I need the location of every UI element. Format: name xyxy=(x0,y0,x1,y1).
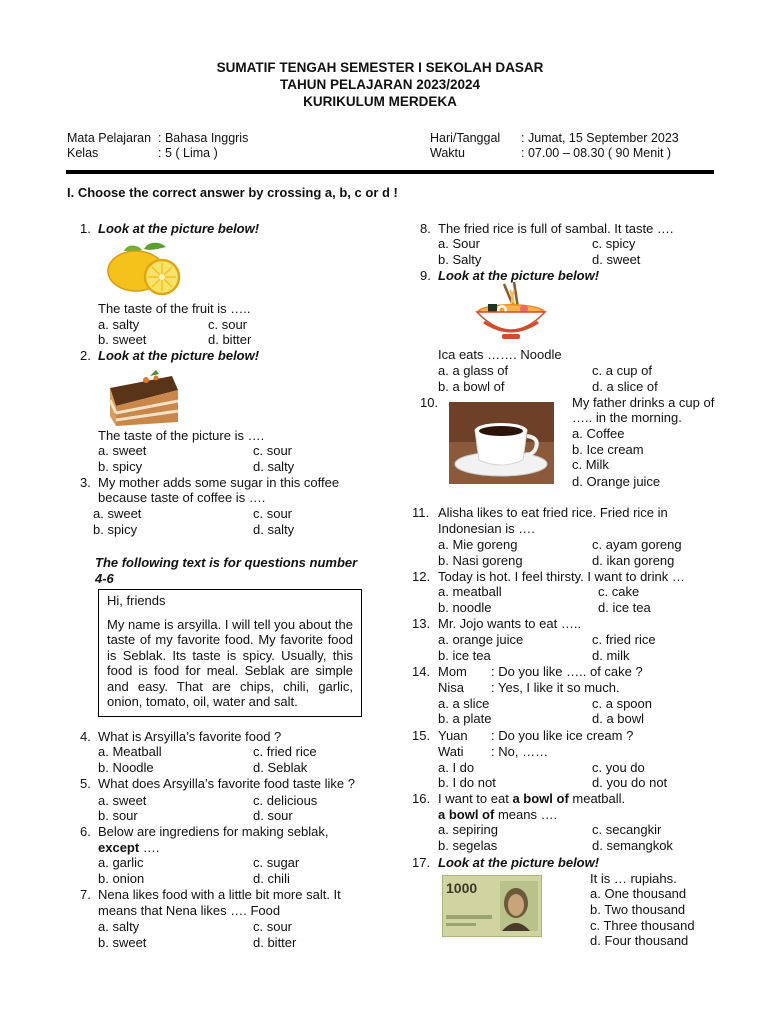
q10-option-c[interactable]: c. Milk xyxy=(572,457,609,472)
class-label: Kelas xyxy=(67,146,99,160)
q17-option-d[interactable]: d. Four thousand xyxy=(590,933,689,948)
q15-option-a[interactable]: a. I do xyxy=(438,760,475,775)
q10-text-2: ….. in the morning. xyxy=(572,410,682,425)
q3-text-2: because taste of coffee is …. xyxy=(98,490,266,505)
q17-text: It is … rupiahs. xyxy=(590,871,677,886)
q13-text: Mr. Jojo wants to eat ….. xyxy=(438,616,582,631)
q6-option-b[interactable]: b. onion xyxy=(98,871,145,886)
q14-speaker-2: Nisa xyxy=(438,680,465,695)
q3-option-d[interactable]: d. salty xyxy=(253,522,295,537)
class-value: : 5 ( Lima ) xyxy=(158,146,218,160)
q17-option-a[interactable]: a. One thousand xyxy=(590,886,687,901)
q11-text: Alisha likes to eat fried rice. Fried rice in xyxy=(438,505,668,520)
q6-option-d[interactable]: d. chili xyxy=(253,871,290,886)
q6-option-a[interactable]: a. garlic xyxy=(98,855,144,870)
q10-number: 10. xyxy=(420,395,439,410)
noodle-bowl-icon xyxy=(474,282,548,342)
q4-option-b[interactable]: b. Noodle xyxy=(98,760,154,775)
date-value: : Jumat, 15 September 2023 xyxy=(521,131,679,145)
q7-number: 7. xyxy=(80,887,91,902)
q13-option-d[interactable]: d. milk xyxy=(592,648,630,663)
q4-text: What is Arsyilla’s favorite food ? xyxy=(98,729,282,744)
q5-option-a[interactable]: a. sweet xyxy=(98,793,147,808)
q17-number: 17. xyxy=(412,855,431,870)
q14-option-b[interactable]: b. a plate xyxy=(438,711,492,726)
q7-option-a[interactable]: a. salty xyxy=(98,919,140,934)
q9-option-c[interactable]: c. a cup of xyxy=(592,363,652,378)
q9-number: 9. xyxy=(420,268,431,283)
q2-option-a[interactable]: a. sweet xyxy=(98,443,147,458)
q13-option-b[interactable]: b. ice tea xyxy=(438,648,491,663)
q15-speaker-1: Yuan xyxy=(438,728,468,743)
q16-number: 16. xyxy=(412,791,431,806)
q4-option-c[interactable]: c. fried rice xyxy=(253,744,317,759)
q7-option-b[interactable]: b. sweet xyxy=(98,935,147,950)
q3-option-a[interactable]: a. sweet xyxy=(93,506,142,521)
q6-except: except xyxy=(98,840,140,855)
q9-option-d[interactable]: d. a slice of xyxy=(592,379,658,394)
q15-option-b[interactable]: b. I do not xyxy=(438,775,496,790)
header-divider xyxy=(66,170,714,174)
q8-option-b[interactable]: b. Salty xyxy=(438,252,482,267)
q14-option-c[interactable]: c. a spoon xyxy=(592,696,652,711)
q7-text-2: means that Nena likes …. Food xyxy=(98,903,281,918)
coffee-cup-icon xyxy=(449,402,554,484)
q9-prompt: Look at the picture below! xyxy=(438,268,600,283)
q17-option-b[interactable]: b. Two thousand xyxy=(590,902,686,917)
q16-text-2 xyxy=(438,807,557,822)
q13-number: 13. xyxy=(412,616,431,631)
q14-option-d[interactable]: d. a bowl xyxy=(592,711,645,726)
q15-option-c[interactable]: c. you do xyxy=(592,760,645,775)
subject-label: Mata Pelajaran xyxy=(67,131,152,145)
q7-option-d[interactable]: d. bitter xyxy=(253,935,297,950)
q12-option-c[interactable]: c. cake xyxy=(598,584,640,599)
q5-option-d[interactable]: d. sour xyxy=(253,808,293,823)
passage-body: My name is arsyilla. I will tell you about the taste of my favorite food. My favorite food is Seblak. Its taste is spicy. Usually, this food is food for meal. Seblak are simple and easy. That are chips, chili, garlic, onion, tomato, oil, water and salt. xyxy=(107,616,353,709)
q1-text: The taste of the fruit is ….. xyxy=(98,301,251,316)
banknote-value: 1000 xyxy=(446,880,478,896)
lemon-icon xyxy=(104,241,184,299)
exam-curriculum: KURIKULUM MERDEKA xyxy=(303,94,457,109)
q7-text: Nena likes food with a little bit more salt. It xyxy=(98,887,341,902)
q17-prompt: Look at the picture below! xyxy=(438,855,600,870)
q11-option-c[interactable]: c. ayam goreng xyxy=(592,537,682,552)
q5-number: 5. xyxy=(80,776,91,791)
q3-option-c[interactable]: c. sour xyxy=(253,506,293,521)
q5-option-b[interactable]: b. sour xyxy=(98,808,138,823)
q8-number: 8. xyxy=(420,221,431,236)
q15-speaker-2: Wati xyxy=(438,744,464,759)
passage-intro: The following text is for questions number xyxy=(95,555,358,570)
q16-text-b: meatball. xyxy=(568,791,626,806)
q1-prompt: Look at the picture below! xyxy=(98,221,260,236)
q14-number: 14. xyxy=(412,664,431,679)
q7-option-c[interactable]: c. sour xyxy=(253,919,293,934)
q16-option-c[interactable]: c. secangkir xyxy=(592,822,662,837)
q4-number: 4. xyxy=(80,729,91,744)
q10-option-a[interactable]: a. Coffee xyxy=(572,426,625,441)
q12-number: 12. xyxy=(412,569,431,584)
q3-option-b[interactable]: b. spicy xyxy=(93,522,138,537)
time-label: Waktu xyxy=(430,146,465,160)
q17-option-c[interactable]: c. Three thousand xyxy=(590,918,695,933)
q14-option-a[interactable]: a. a slice xyxy=(438,696,490,711)
q14-line-2: : Yes, I like it so much. xyxy=(491,680,620,695)
q13-option-c[interactable]: c. fried rice xyxy=(592,632,656,647)
q16-text-c: means …. xyxy=(494,807,558,822)
time-value: : 07.00 – 08.30 ( 90 Menit ) xyxy=(521,146,672,160)
q6-text: Below are ingrediens for making seblak, xyxy=(98,824,329,839)
q5-text: What does Arsyilla’s favorite food taste like ? xyxy=(98,776,355,791)
q13-option-a[interactable]: a. orange juice xyxy=(438,632,524,647)
subject-value: : Bahasa Inggris xyxy=(158,131,249,145)
q8-option-a[interactable]: a. Sour xyxy=(438,236,480,251)
q4-option-a[interactable]: a. Meatball xyxy=(98,744,162,759)
reading-passage-box xyxy=(98,589,362,717)
q2-option-b[interactable]: b. spicy xyxy=(98,459,143,474)
q12-option-b[interactable]: b. noodle xyxy=(438,600,492,615)
q2-text: The taste of the picture is …. xyxy=(98,428,265,443)
q6-text-2 xyxy=(98,840,159,855)
q11-option-b[interactable]: b. Nasi goreng xyxy=(438,553,523,568)
q5-option-c[interactable]: c. delicious xyxy=(253,793,318,808)
q15-number: 15. xyxy=(412,728,431,743)
q10-text: My father drinks a cup of xyxy=(572,395,715,410)
q15-line-1: : Do you like ice cream ? xyxy=(491,728,634,743)
q8-option-c[interactable]: c. spicy xyxy=(592,236,636,251)
exam-year: TAHUN PELAJARAN 2023/2024 xyxy=(279,77,481,92)
q15-line-2: : No, …… xyxy=(491,744,549,759)
q15-option-d[interactable]: d. you do not xyxy=(592,775,668,790)
q10-option-d[interactable]: d. Orange juice xyxy=(572,474,661,489)
q3-text: My mother adds some sugar in this coffee xyxy=(98,475,340,490)
q11-text-2: Indonesian is …. xyxy=(438,521,535,536)
q12-text: Today is hot. I feel thirsty. I want to drink … xyxy=(438,569,685,584)
q11-option-d[interactable]: d. ikan goreng xyxy=(592,553,675,568)
q4-option-d[interactable]: d. Seblak xyxy=(253,760,308,775)
date-label: Hari/Tanggal xyxy=(430,131,501,145)
section-title: I. Choose the correct answer by crossing a, b, c or d ! xyxy=(67,185,398,200)
q1-option-c[interactable]: c. sour xyxy=(208,317,248,332)
q16-text xyxy=(438,791,625,806)
q2-number: 2. xyxy=(80,348,91,363)
passage-greeting: Hi, friends xyxy=(107,593,166,608)
q8-option-d[interactable]: d. sweet xyxy=(592,252,641,267)
q9-text: Ica eats ……. Noodle xyxy=(438,347,562,362)
q14-speaker-1: Mom xyxy=(438,664,467,679)
q2-prompt: Look at the picture below! xyxy=(98,348,260,363)
q12-option-d[interactable]: d. ice tea xyxy=(598,600,651,615)
q6-number: 6. xyxy=(80,824,91,839)
q12-option-a[interactable]: a. meatball xyxy=(438,584,502,599)
cake-slice-icon xyxy=(106,366,182,428)
banknote-icon xyxy=(442,875,542,937)
q10-option-b[interactable]: b. Ice cream xyxy=(572,442,644,457)
q8-text: The fried rice is full of sambal. It taste …. xyxy=(438,221,674,236)
q6-option-c[interactable]: c. sugar xyxy=(253,855,300,870)
q16-bold-2: a bowl of xyxy=(438,807,495,822)
q1-option-a[interactable]: a. salty xyxy=(98,317,140,332)
q1-option-b[interactable]: b. sweet xyxy=(98,332,147,347)
q16-bold: a bowl of xyxy=(512,791,569,806)
q14-line-1: : Do you like ….. of cake ? xyxy=(491,664,643,679)
passage-intro-2: 4-6 xyxy=(95,571,114,586)
q16-text-a: I want to eat xyxy=(438,791,513,806)
exam-title: SUMATIF TENGAH SEMESTER I SEKOLAH DASAR xyxy=(216,60,544,75)
q3-number: 3. xyxy=(80,475,91,490)
q16-option-d[interactable]: d. semangkok xyxy=(592,838,673,853)
q16-option-b[interactable]: b. segelas xyxy=(438,838,498,853)
q6-blank: …. xyxy=(139,840,160,855)
q16-option-a[interactable]: a. sepiring xyxy=(438,822,498,837)
q11-number: 11. xyxy=(412,505,430,520)
q9-option-b[interactable]: b. a bowl of xyxy=(438,379,505,394)
q2-option-c[interactable]: c. sour xyxy=(253,443,293,458)
q1-option-d[interactable]: d. bitter xyxy=(208,332,252,347)
q1-number: 1. xyxy=(80,221,91,236)
q11-option-a[interactable]: a. Mie goreng xyxy=(438,537,518,552)
q9-option-a[interactable]: a. a glass of xyxy=(438,363,509,378)
q2-option-d[interactable]: d. salty xyxy=(253,459,295,474)
